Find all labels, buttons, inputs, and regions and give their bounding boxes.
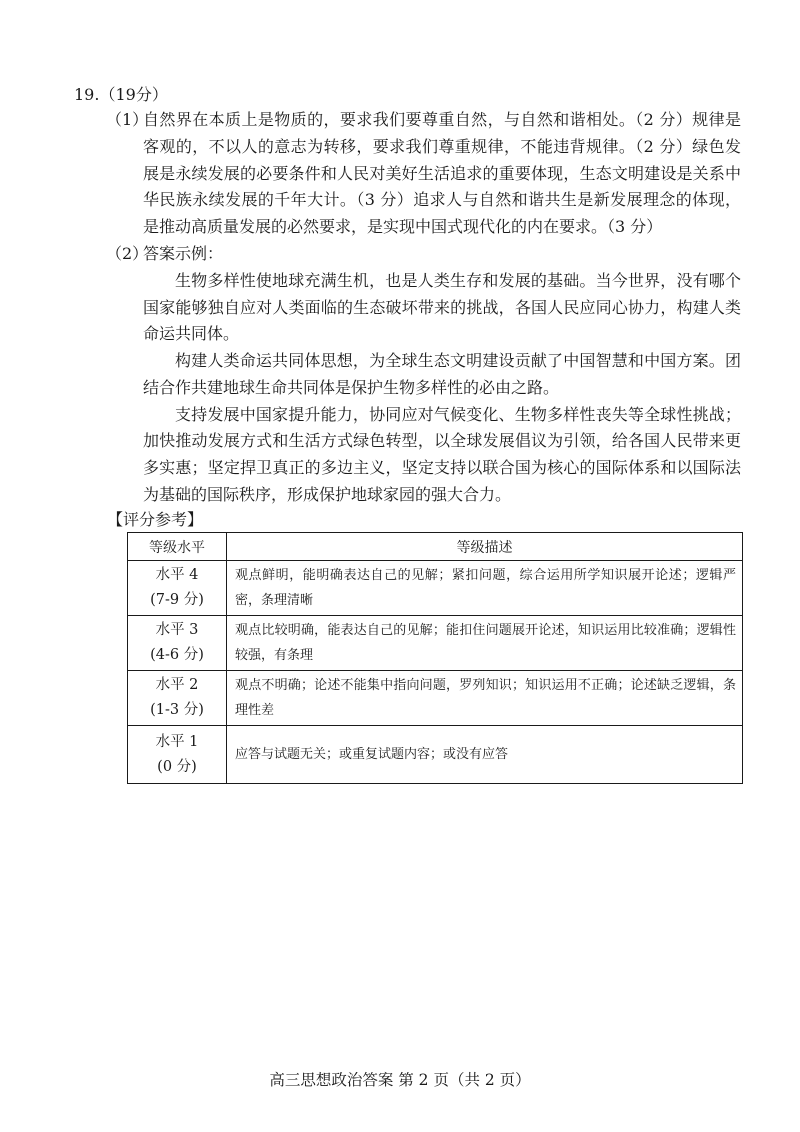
table-row <box>128 726 743 784</box>
level-points: (1-3 分) <box>150 702 204 718</box>
header-level: 等级水平 <box>128 533 227 561</box>
answer-line: 为基础的国际秩序，形成保护地球家园的强大合力。 <box>143 485 512 504</box>
level-cell <box>128 726 227 784</box>
rubric-table <box>127 532 743 784</box>
level-name: 水平 3 <box>155 622 199 638</box>
page-footer: 高三思想政治答案 第 2 页（共 2 页） <box>269 1071 531 1089</box>
level-name: 水平 1 <box>155 733 199 750</box>
level-description: 观点不明确；论述不能集中指向问题，罗列知识；知识运用不正确；论述缺乏逻辑，条理性差 <box>227 671 743 726</box>
level-cell <box>128 671 227 726</box>
level-description: 观点鲜明，能明确表达自己的见解；紧扣问题，综合运用所学知识展开论述；逻辑严密，条理清晰 <box>227 561 743 616</box>
level-points: (7-9 分) <box>150 592 204 608</box>
rubric-title: 【评分参考】 <box>107 510 204 529</box>
answer-line: 生物多样性使地球充满生机，也是人类生存和发展的基础。当今世界，没有哪个 <box>175 271 741 290</box>
part1-line: 客观的，不以人的意志为转移，要求我们尊重规律，不能违背规律。（2 分）绿色发 <box>143 137 741 156</box>
table-row <box>128 671 743 726</box>
table-row <box>128 616 743 671</box>
part1-line: 华民族永续发展的千年大计。（3 分）追求人与自然和谐共生是新发展理念的体现， <box>143 190 741 209</box>
level-name: 水平 2 <box>155 677 199 693</box>
question-header <box>74 85 168 105</box>
level-description: 观点比较明确，能表达自己的见解；能扣住问题展开论述，知识运用比较准确；逻辑性较强，有条理 <box>227 616 743 671</box>
level-points: (0 分) <box>157 758 197 775</box>
answer-line: 国家能够独自应对人类面临的生态破坏带来的挑战，各国人民应同心协力，构建人类 <box>143 298 741 317</box>
part1-line: 自然界在本质上是物质的，要求我们要尊重自然，与自然和谐相处。（2 分）规律是 <box>143 110 741 129</box>
answer-line: 支持发展中国家提升能力，协同应对气候变化、生物多样性丧失等全球性挑战； <box>175 405 741 424</box>
part2-label: （2） <box>106 244 149 263</box>
answer-line: 加快推动发展方式和生活方式绿色转型，以全球发展倡议为引领，给各国人民带来更 <box>143 431 741 450</box>
header-description: 等级描述 <box>227 533 743 561</box>
level-description: 应答与试题无关；或重复试题内容；或没有应答 <box>227 726 743 784</box>
part1-line: 是推动高质量发展的必然要求，是实现中国式现代化的内在要求。（3 分） <box>143 217 663 236</box>
answer-line: 多实惠；坚定捍卫真正的多边主义，坚定支持以联合国为核心的国际体系和以国际法 <box>143 458 741 477</box>
part1-label: （1） <box>106 110 149 129</box>
level-cell <box>128 616 227 671</box>
answer-line: 命运共同体。 <box>143 324 240 343</box>
table-header-row <box>128 533 743 561</box>
level-points: (4-6 分) <box>150 647 204 663</box>
part2-heading: 答案示例： <box>143 244 224 263</box>
answer-line: 构建人类命运共同体思想，为全球生态文明建设贡献了中国智慧和中国方案。团 <box>175 351 741 370</box>
answer-line: 结合作共建地球生命共同体是保护生物多样性的必由之路。 <box>143 378 560 397</box>
level-name: 水平 4 <box>155 567 199 583</box>
question-number: 19. <box>74 85 100 104</box>
part1-line: 展是永续发展的必要条件和人民对美好生活追求的重要体现，生态文明建设是关系中 <box>143 164 741 183</box>
question-score: （19分） <box>99 85 168 104</box>
table-row <box>128 561 743 616</box>
level-cell <box>128 561 227 616</box>
